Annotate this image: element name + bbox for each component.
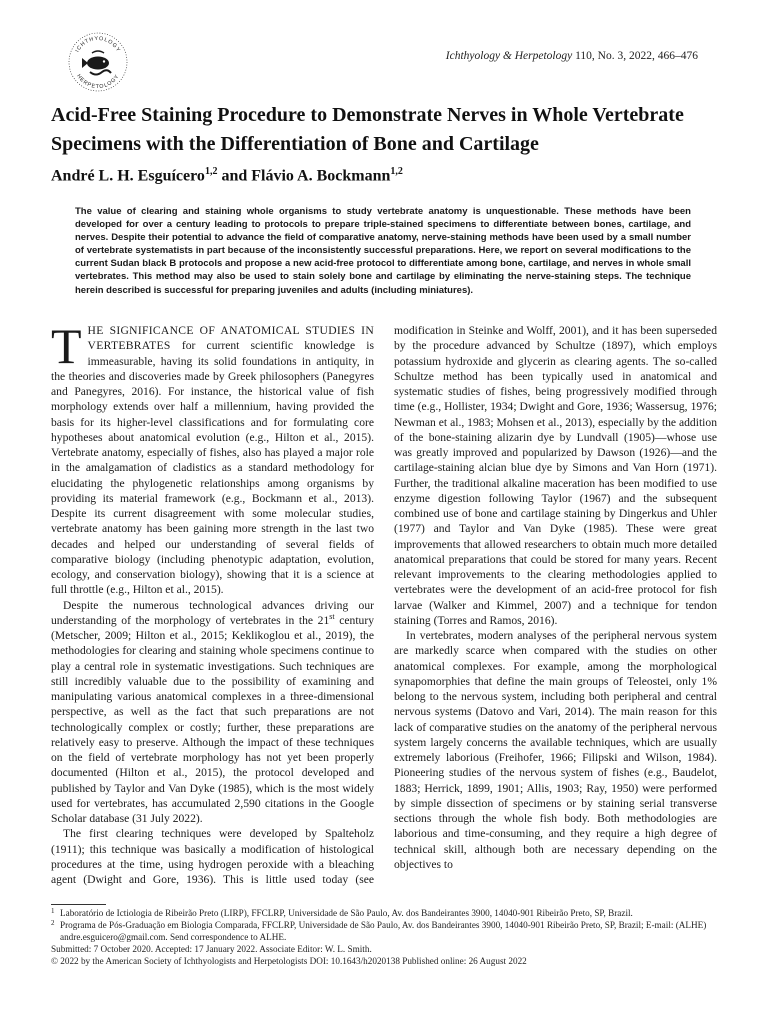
body-paragraph <box>51 598 374 827</box>
paragraph-text: Despite the numerous technological advances driving our understanding of the morphology of vertebrates in the 21 <box>51 598 374 627</box>
fish-and-snake-emblem <box>82 51 111 75</box>
footnote-number: 1 <box>51 907 55 915</box>
footnotes <box>51 907 717 967</box>
submission-info: Submitted: 7 October 2020. Accepted: 17 January 2022. Associate Editor: W. L. Smith. <box>51 944 372 955</box>
footnote <box>51 907 717 919</box>
paragraph-text: century (Metscher, 2009; Hilton et al., 2015; Keklikoglou et al., 2019), the methodologies for clearing and staining whole specimens continue to play a central role in systematic investigations. Such techniques are still incredibly valuable due to the possibility of examining and manipulating various anatomical complexes in a three-dimensional perspective, as well as the fact that such preparations are not technologically complex or costly; further, these preparations are relatively easy to preserve. Although the impact of these techniques on the field of vertebrate morphology has not yet been properly documented (Hilton et al., 2015), the protocol developed and published by Taylor and Van Dyke (1985), which is the most widely used for vertebrates, has accumulated 2,590 citations in the Google Scholar database (31 July 2022). <box>51 613 374 825</box>
drop-cap: T <box>51 318 82 374</box>
copyright-doi: © 2022 by the American Society of Ichthyologists and Herpetologists DOI: 10.1643/h2020138 Published online: 26 August 2022 <box>51 956 527 967</box>
author-joiner: and <box>217 167 252 185</box>
opening-small-caps: HE SIGNIFICANCE OF ANATOMICAL STUDIES IN VERTEBRATES <box>87 324 374 353</box>
author-list <box>51 166 403 185</box>
body-paragraph <box>51 318 374 598</box>
author-name: André L. H. Esguícero <box>51 167 205 185</box>
footnote-text: Programa de Pós-Graduação em Biologia Comparada, FFCLRP, Universidade de São Paulo, Av. dos Bandeirantes 3900, 14040-901 Ribeirão Preto, SP, Brazil; E-mail: (ALHE) andre.esguicero@gmail.com. Send correspondence to ALHE. <box>60 920 707 943</box>
author-affiliation-marker: 1,2 <box>204 166 218 177</box>
footnote-text: Laboratório de Ictiologia de Ribeirão Preto (LIRP), FFCLRP, Universidade de São Paulo, Av. dos Bandeirantes 3900, 14040-901 Ribeirão Preto, SP, Brazil. <box>60 908 633 918</box>
journal-citation <box>446 50 698 62</box>
article-body <box>51 318 717 899</box>
logo-ring-top-text: ICHTHYOLOGY <box>74 35 122 54</box>
body-paragraph: In vertebrates, modern analyses of the peripheral nervous system are markedly scarce when compared with the studies on other anatomical complexes. For example, among the morphological synapomorphies that define the main groups of Teleostei, only 1% belong to the nervous system, including both peripheral and central nervous systems (Datovo and Vari, 2014). The main reason for this lack of comparative studies on the anatomy of the peripheral nervous system largely concerns the available techniques, which are usually extremely laborious (Freihofer, 1966; Filipski and Wilson, 1984). Pioneering studies of the nervous system of fishes (e.g., Baudelot, 1883; Herrick, 1899, 1901; Allis, 1903; Ray, 1950) were performed by simple dissection of specimens or by staining serial transverse sections through the whole fish body. Both methodologies are laborious and time-consuming, and they require a high degree of technical skill, although both are necessary depending on the objectives to <box>394 629 717 871</box>
article-title: Acid-Free Staining Procedure to Demonstrate Nerves in Whole Vertebrate Specimens with the Differentiation of Bone and Cartilage <box>51 104 684 155</box>
footnote-number: 2 <box>51 919 55 928</box>
author-affiliation-marker: 1,2 <box>390 166 403 177</box>
svg-text:HERPETOLOGY <box>75 73 121 90</box>
ordinal-superscript: st <box>329 611 335 621</box>
footnote-divider <box>51 904 106 905</box>
author-name: Flávio A. Bockmann <box>251 167 391 185</box>
body-paragraph: The first clearing techniques were developed by Spalteholz (1911); this technique was basically a modification of histological procedures at the time, using hydrogen peroxide with a bleaching agent (Dwight and Gore, 1936). This is little used today (see modification in Steinke and Wolff, 2001), and it has been superseded by the procedure advanced by Schultze (1897), which employs potassium hydroxide and glycerin as clearing agents. The so-called Schultze method has been typically used in anatomical and systematic studies of fishes, being progressively modified through time (e.g., Hollister, 1934; Dwight and Gore, 1936; Wassersug, 1976; Newman et al., 1983; Mohsen et al., 2013), especially by the addition of the bone-staining alizarin dye by Lundvall (1905)—whose use was greatly improved and popularized by Dawson (1926)—and the cartilage-staining alcian blue dye by Simons and Van Horn (1971). Further, the traditional alkaline maceration has been modified to use enzyme digestion following Taylor (1967) and the subsequent combined use of bone and cartilage staining by Dingerkus and Uhler (1977) and Taylor and Van Dyke (1985). These were great improvements that allowed researchers to obtain much more detailed anatomical preparations that could be stored for many years. Recent relevant improvements to the clearing methodologies applied to vertebrates were the development of an acid-free protocol for fish larvae (Walker and Kimmel, 2007) and a technique for tendon staining (Torres and Ramos, 2016). <box>51 324 717 886</box>
abstract: The value of clearing and staining whole organisms to study vertebrate anatomy is unquestionable. These methods have been developed for over a century leading to protocols to prepare triple-stained specimens to differentiate between bones, cartilage, and nerves. Despite their potential to advance the field of comparative anatomy, nerve-staining methods have been used by a small number of vertebrate systematists in part because of the inconsistently successful preparations. Here, we report on several modifications to the current Sudan black B protocols and propose a new acid-free protocol to differentiate among bone, cartilage, and nerves in whole small vertebrates. This method may also be used to stain solely bone and cartilage by eliminating the nerve-staining steps. The technique herein described is successful for preparing juveniles and adults (including miniatures). <box>75 206 691 296</box>
volume-pages: 110, No. 3, 2022, 466–476 <box>572 50 698 62</box>
paragraph-text: for current scientific knowledge is immeasurable, having its solid foundations in antiquity, in the theories and discoveries made by Greek philosophers (Panegyres and Panegyres, 2016). For instance, the historical value of fish morphology extends over half a millennium, having provided the basis for its higher-level classifications and for formulating core hypotheses about anatomical evolution (e.g., Hilton et al., 2015). Vertebrate anatomy, especially of fishes, also has played a major role in the amalgamation of cladistics as a standard methodology for elucidating the phylogenetic relationships among organisms by providing its material framework (e.g., Bockmann et al., 2013). Despite its current disagreement with some molecular studies, vertebrate anatomy has been gaining more strength in the last two decades and helped our understanding of several fields of comparative biology (including phenotypic adaptation, evolution, ecology, and conservation biology), showing that it is a science at full throttle (e.g., Hilton et al., 2015). <box>51 339 374 597</box>
footnote <box>51 919 717 943</box>
society-seal-logo <box>66 30 130 94</box>
logo-ring-bottom-text: HERPETOLOGY <box>75 73 121 91</box>
journal-name: Ichthyology & Herpetology <box>445 50 573 62</box>
